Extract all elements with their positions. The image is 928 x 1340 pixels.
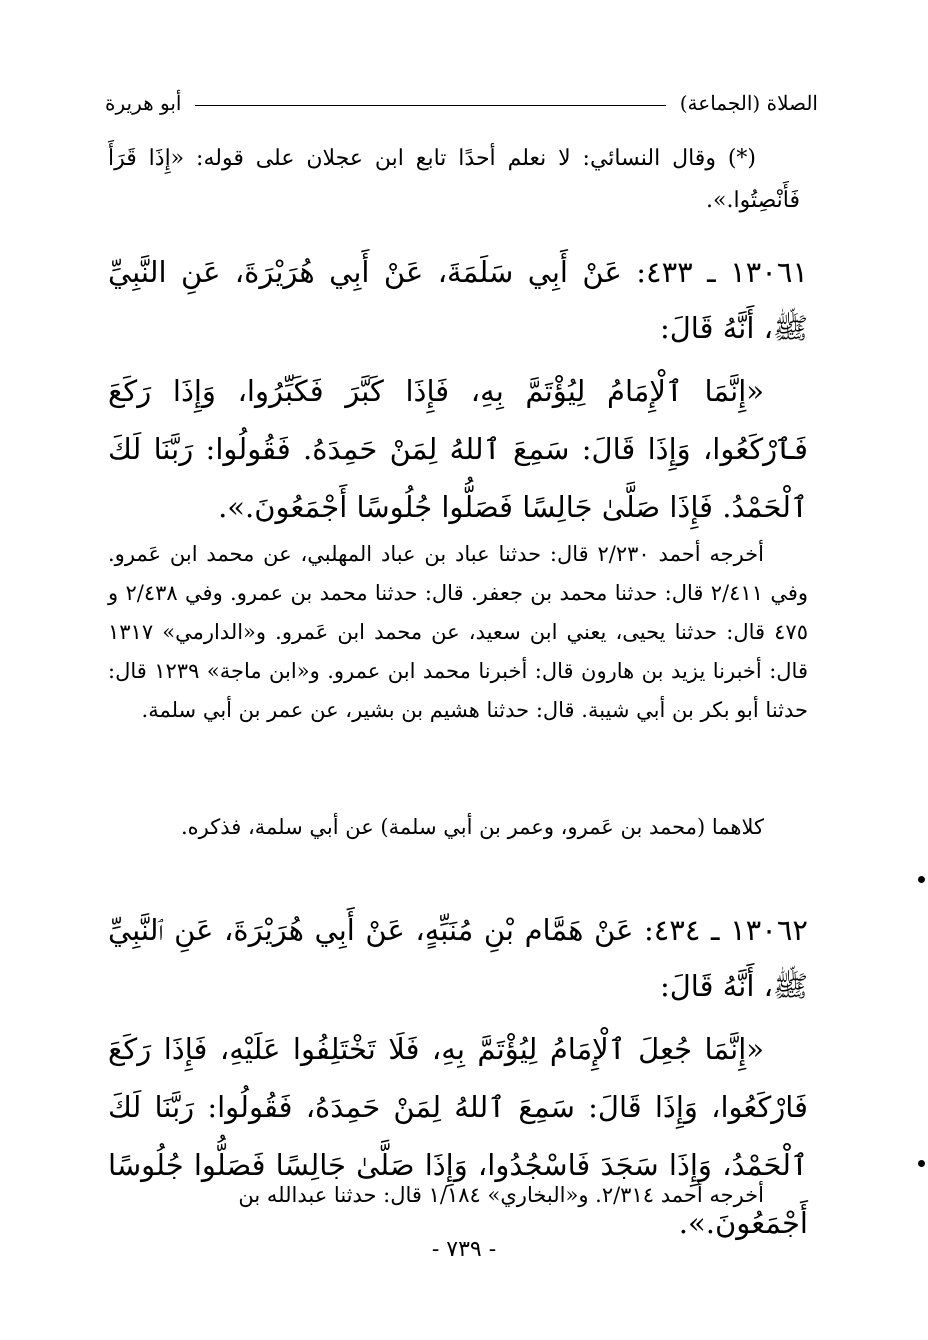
header-chapter-title: الصلاة (الجماعة) <box>679 91 818 115</box>
margin-mark <box>918 1160 925 1167</box>
header-narrator-name: أبو هريرة <box>105 91 182 115</box>
hadith-1-text: «إِنَّمَا ٱلْإِمَامُ لِيُؤْتَمَّ بِهِ، فَإِذَا كَبَّرَ فَكَبِّرُوا، وَإِذَا رَكَعَ فَٱرْكَعُوا، وَإِذَا قَالَ: سَمِعَ ٱللهُ لِمَنْ حَمِدَهُ. فَقُولُوا: رَبَّنَا لَكَ ٱلْحَمْدُ. فَإِذَا صَلَّىٰ جَالِسًا فَصَلُّوا جُلُوسًا أَجْمَعُونَ.». <box>108 374 808 524</box>
hadith-2-text: «إِنَّمَا جُعِلَ ٱلْإِمَامُ لِيُؤْتَمَّ بِهِ، فَلَا تَخْتَلِفُوا عَلَيْهِ، فَإِذَا رَكَعَ فَارْكَعُوا، وَإِذَا قَالَ: سَمِعَ ٱللهُ لِمَنْ حَمِدَهُ، فَقُولُوا: رَبَّنَا لَكَ ٱلْحَمْدُ، وَإِذَا سَجَدَ فَاسْجُدُوا، وَإِذَا صَلَّىٰ جَالِسًا فَصَلُّوا جُلُوسًا أَجْمَعُونَ.». <box>108 1032 808 1240</box>
running-header <box>105 88 818 118</box>
hadith-2-takhrij: أخرجه أحمد ٢/٣١٤. و«البخاري» ١/١٨٤ قال: حدثنا عبدالله بن <box>238 1183 764 1207</box>
hadith-1-takhrij: أخرجه أحمد ٢/٢٣٠ قال: حدثنا عباد بن عباد المهلبي، عن محمد ابن عَمرو. وفي ٢/٤١١ قال: حدثنا محمد بن جعفر. قال: حدثنا محمد بن عمرو. وفي ٢/٤٣٨ و ٤٧٥ قال: حدثنا يحيى، يعني ابن سعيد، عن محمد ابن عَمرو. و«الدارمي» ١٣١٧ قال: أخبرنا يزيد بن هارون قال: أخبرنا محمد ابن عمرو. و«ابن ماجة» ١٢٣٩ قال: حدثنا أبو بكر بن أبي شيبة. قال: حدثنا هشيم بن بشير، عن عمر بن أبي سلمة. <box>108 542 809 722</box>
page-number: - ٧٣٩ - <box>431 1237 497 1262</box>
header-rule <box>195 105 665 106</box>
hadith-1-heading: ١٣٠٦١ ـ ٤٣٣: عَنْ أَبِي سَلَمَةَ، عَنْ أَبِي هُرَيْرَةَ، عَنِ النَّبِيِّ ﷺ، أَنَّهُ قَالَ: <box>108 255 808 345</box>
margin-mark <box>918 876 925 883</box>
footnote: (*) وقال النسائي: لا نعلم أحدًا تابع ابن عجلان على قوله: «إِذَا قَرَأَ فَأَنْصِتُوا.». <box>108 146 800 213</box>
hadith-1-summary: كلاهما (محمد بن عَمرو، وعمر بن أبي سلمة) عن أبي سلمة، فذكره. <box>180 815 764 839</box>
hadith-2-heading: ١٣٠٦٢ ـ ٤٣٤: عَنْ هَمَّام بْنِ مُنَبِّهٍ، عَنْ أَبِي هُرَيْرَةَ، عَنِ ٱلنَّبِيِّ ﷺ، أَنَّهُ قَالَ: <box>108 913 808 1003</box>
